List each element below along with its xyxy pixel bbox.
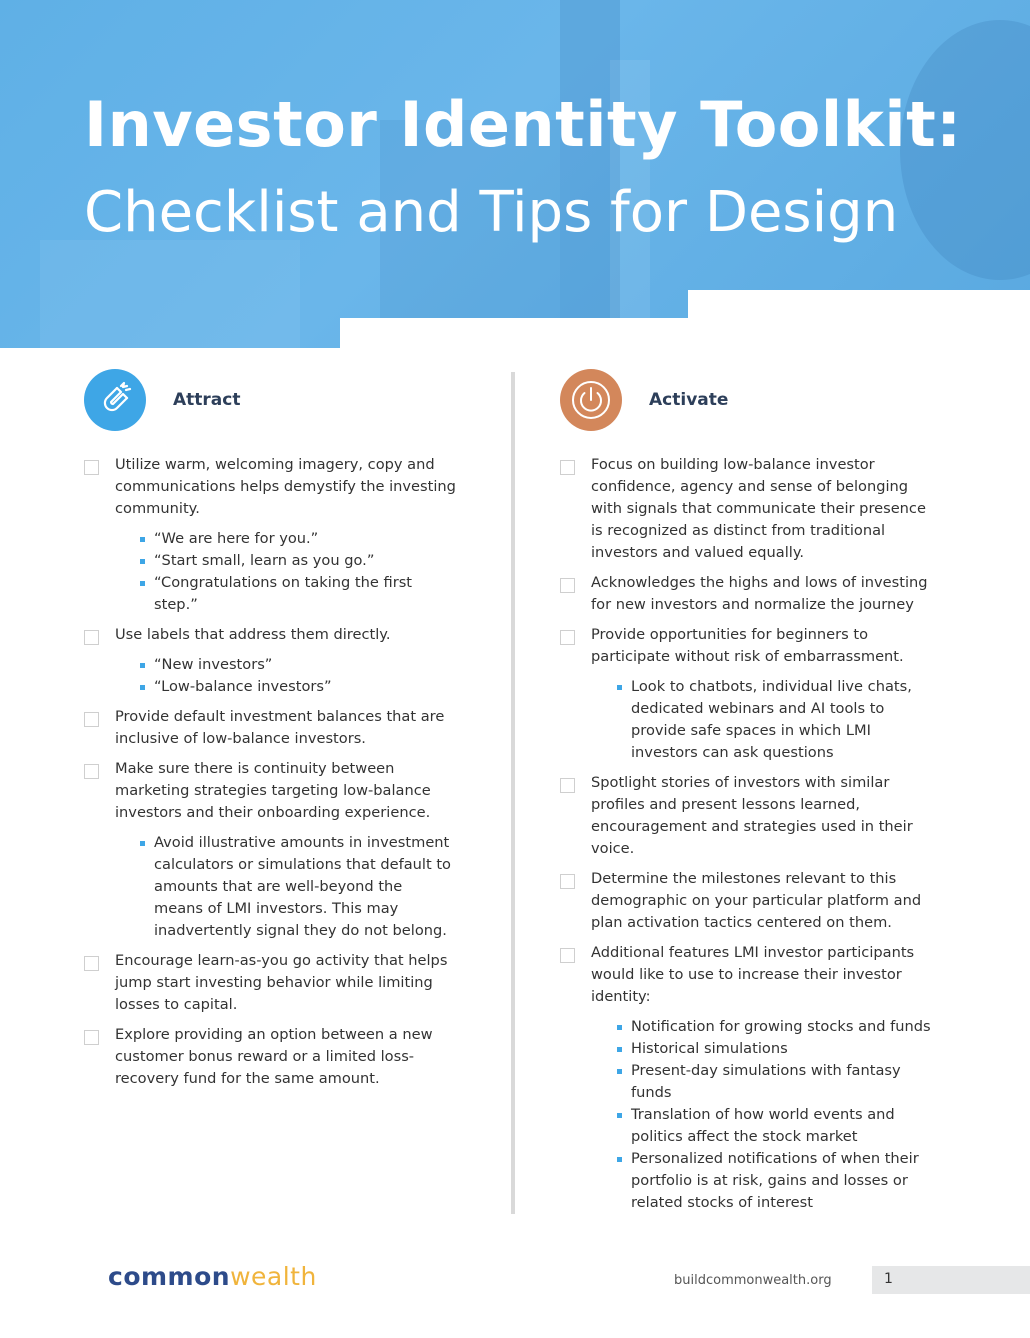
checkbox[interactable] bbox=[560, 948, 575, 963]
square-bullet-icon bbox=[617, 685, 622, 690]
bullet-text: “We are here for you.” bbox=[154, 530, 319, 547]
bullet-text: Historical simulations bbox=[631, 1040, 788, 1057]
activate-column bbox=[560, 368, 960, 1222]
checkbox[interactable] bbox=[560, 778, 575, 793]
checklist-item-text: Acknowledges the highs and lows of investing for new investors and normalize the journey bbox=[591, 574, 928, 613]
bullet-item bbox=[140, 654, 474, 676]
square-bullet-icon bbox=[617, 1113, 622, 1118]
activate-checklist-item bbox=[560, 942, 960, 1008]
checklist-item-text: Make sure there is continuity between marketing strategies targeting low-balance investors and their onboarding experience. bbox=[115, 760, 431, 821]
bullet-item bbox=[140, 528, 474, 550]
magnet-icon bbox=[84, 369, 146, 431]
bullet-text: Avoid illustrative amounts in investment calculators or simulations that default to amounts that are well-beyond the means of LMI investors. This may inadvertently signal they do not belong. bbox=[154, 834, 451, 939]
checkbox[interactable] bbox=[84, 460, 99, 475]
activate-checklist-item bbox=[560, 772, 960, 860]
bullet-item bbox=[140, 832, 474, 942]
attract-checklist-item bbox=[84, 624, 474, 646]
bullet-list bbox=[560, 676, 960, 764]
square-bullet-icon bbox=[140, 663, 145, 668]
page-subtitle: Checklist and Tips for Design bbox=[84, 180, 899, 245]
bullet-list bbox=[560, 1016, 960, 1214]
activate-checklist-item bbox=[560, 624, 960, 668]
activate-checklist-item bbox=[560, 454, 960, 564]
checklist-item-text: Spotlight stories of investors with similar profiles and present lessons learned, encouragement and strategies used in their voice. bbox=[591, 774, 913, 857]
bullet-item bbox=[140, 676, 474, 698]
checkbox[interactable] bbox=[560, 874, 575, 889]
attract-checklist-item bbox=[84, 950, 474, 1016]
bullet-item bbox=[140, 550, 474, 572]
footer-url: buildcommonwealth.org bbox=[674, 1273, 832, 1288]
attract-header bbox=[84, 368, 474, 432]
checkbox[interactable] bbox=[84, 630, 99, 645]
activate-header bbox=[560, 368, 960, 432]
bullet-text: Look to chatbots, individual live chats, dedicated webinars and AI tools to provide safe spaces in which LMI investors can ask questions bbox=[631, 678, 912, 761]
logo-part-common: common bbox=[108, 1262, 231, 1291]
bullet-text: “Start small, learn as you go.” bbox=[154, 552, 375, 569]
bullet-list bbox=[84, 654, 474, 698]
bullet-item bbox=[617, 1016, 960, 1038]
checkbox[interactable] bbox=[560, 578, 575, 593]
commonwealth-logo bbox=[108, 1262, 317, 1291]
bullet-text: Present-day simulations with fantasy funds bbox=[631, 1062, 901, 1101]
power-icon bbox=[560, 369, 622, 431]
square-bullet-icon bbox=[140, 685, 145, 690]
square-bullet-icon bbox=[140, 537, 145, 542]
bullet-list bbox=[84, 528, 474, 616]
bullet-text: Notification for growing stocks and funds bbox=[631, 1018, 931, 1035]
column-divider bbox=[511, 372, 515, 1214]
attract-column bbox=[84, 368, 474, 1098]
attract-checklist-item bbox=[84, 758, 474, 824]
attract-title: Attract bbox=[173, 390, 241, 410]
bullet-item bbox=[617, 1148, 960, 1214]
square-bullet-icon bbox=[140, 559, 145, 564]
square-bullet-icon bbox=[140, 581, 145, 586]
checklist-item-text: Provide opportunities for beginners to participate without risk of embarrassment. bbox=[591, 626, 904, 665]
square-bullet-icon bbox=[617, 1025, 622, 1030]
checklist-item-text: Additional features LMI investor participants would like to use to increase their investor identity: bbox=[591, 944, 915, 1005]
bullet-item bbox=[140, 572, 474, 616]
square-bullet-icon bbox=[617, 1069, 622, 1074]
bullet-item bbox=[617, 1038, 960, 1060]
checkbox[interactable] bbox=[560, 630, 575, 645]
square-bullet-icon bbox=[140, 841, 145, 846]
attract-checklist bbox=[84, 454, 474, 1090]
bullet-text: “Congratulations on taking the first step.” bbox=[154, 574, 413, 613]
hero-banner bbox=[0, 0, 1030, 348]
bullet-item bbox=[617, 676, 960, 764]
square-bullet-icon bbox=[617, 1157, 622, 1162]
bullet-text: “New investors” bbox=[154, 656, 273, 673]
page-title: Investor Identity Toolkit: bbox=[84, 88, 962, 161]
attract-checklist-item bbox=[84, 706, 474, 750]
activate-checklist bbox=[560, 454, 960, 1214]
logo-part-wealth: wealth bbox=[230, 1262, 317, 1291]
activate-title: Activate bbox=[649, 390, 729, 410]
checkbox[interactable] bbox=[560, 460, 575, 475]
checklist-item-text: Encourage learn-as-you go activity that helps jump start investing behavior while limiting losses to capital. bbox=[115, 952, 448, 1013]
page-number: 1 bbox=[884, 1271, 893, 1287]
bullet-list bbox=[84, 832, 474, 942]
square-bullet-icon bbox=[617, 1047, 622, 1052]
checklist-item-text: Focus on building low-balance investor confidence, agency and sense of belonging with signals that communicate their presence is recognized as distinct from traditional investors and valued equally. bbox=[591, 456, 926, 561]
checklist-item-text: Provide default investment balances that are inclusive of low-balance investors. bbox=[115, 708, 445, 747]
checkbox[interactable] bbox=[84, 1030, 99, 1045]
checkbox[interactable] bbox=[84, 712, 99, 727]
checkbox[interactable] bbox=[84, 764, 99, 779]
attract-checklist-item bbox=[84, 454, 474, 520]
activate-checklist-item bbox=[560, 572, 960, 616]
bullet-text: “Low-balance investors” bbox=[154, 678, 332, 695]
checkbox[interactable] bbox=[84, 956, 99, 971]
checklist-item-text: Explore providing an option between a new customer bonus reward or a limited loss-recovery fund for the same amount. bbox=[115, 1026, 433, 1087]
bullet-item bbox=[617, 1060, 960, 1104]
activate-checklist-item bbox=[560, 868, 960, 934]
checklist-item-text: Utilize warm, welcoming imagery, copy and communications helps demystify the investing community. bbox=[115, 456, 456, 517]
attract-checklist-item bbox=[84, 1024, 474, 1090]
page-number-box bbox=[872, 1266, 1030, 1294]
bullet-text: Translation of how world events and politics affect the stock market bbox=[631, 1106, 895, 1145]
checklist-item-text: Determine the milestones relevant to this demographic on your particular platform and plan activation tactics centered on them. bbox=[591, 870, 922, 931]
checklist-item-text: Use labels that address them directly. bbox=[115, 626, 391, 643]
bullet-text: Personalized notifications of when their portfolio is at risk, gains and losses or related stocks of interest bbox=[631, 1150, 919, 1211]
bullet-item bbox=[617, 1104, 960, 1148]
